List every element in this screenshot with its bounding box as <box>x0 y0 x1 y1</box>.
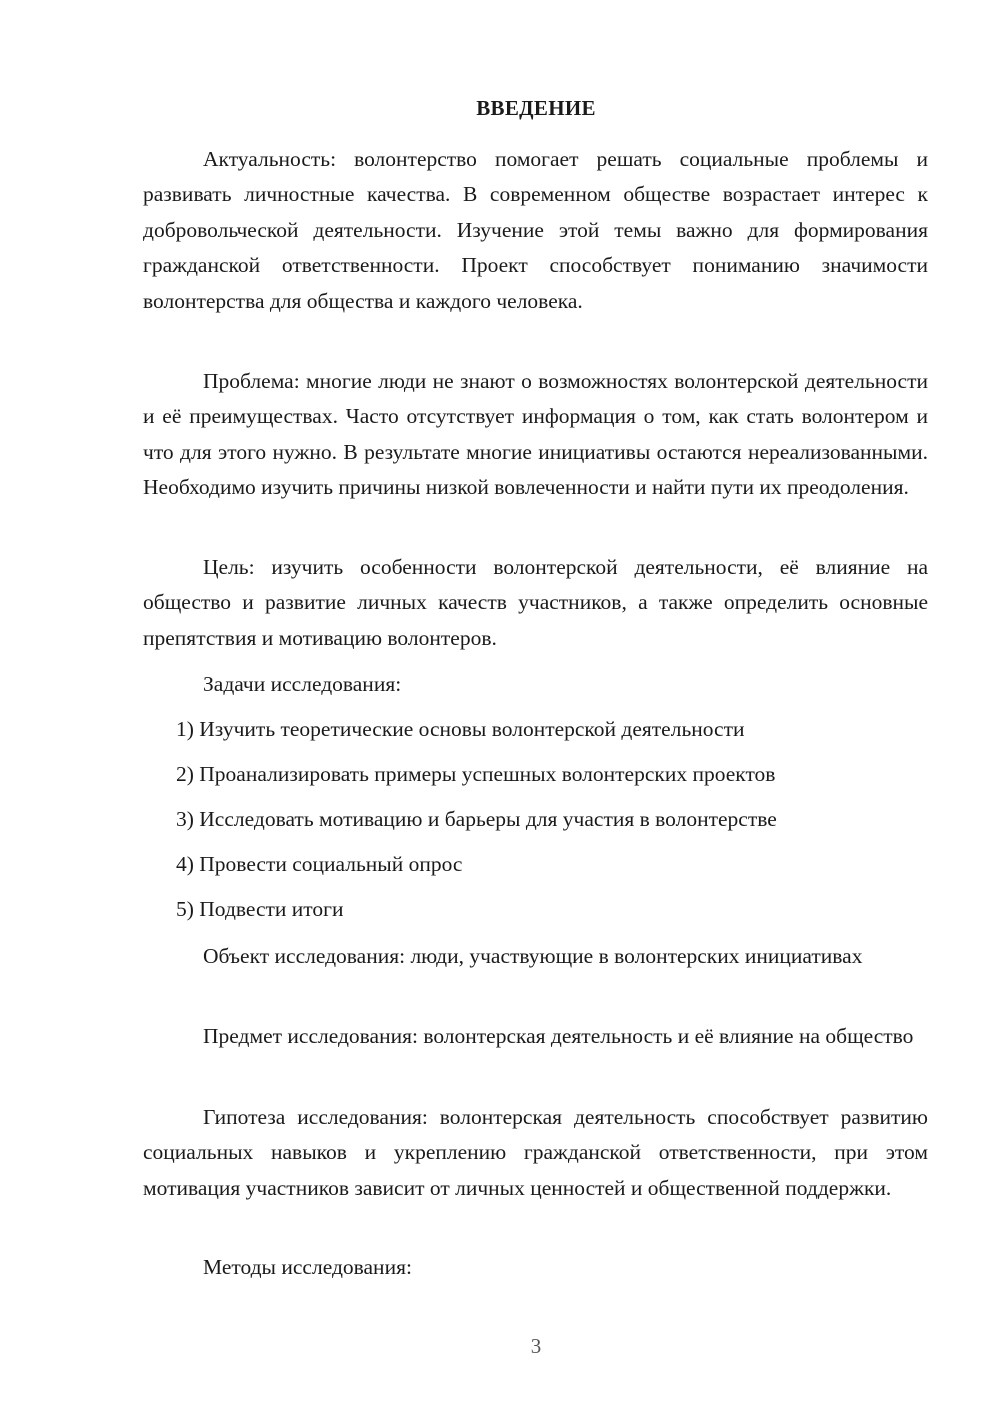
task-list-item-3 <box>143 802 928 837</box>
paragraph-problem <box>143 364 928 506</box>
task-list-item-2 <box>143 757 928 792</box>
task-list-item-4 <box>143 847 928 882</box>
methods-heading <box>143 1250 928 1285</box>
hypothesis-text: Гипотеза исследования: волонтерская деятельность способствует развитию социальных навыков и укреплению гражданской ответственности, при этом мотивация участников зависит от личных ценностей и общественной поддержки. <box>143 1105 928 1200</box>
task-list-item-5 <box>143 892 928 927</box>
paragraph-goal <box>143 550 928 656</box>
paragraph-subject <box>143 1019 928 1054</box>
goal-text: Цель: изучить особенности волонтерской деятельности, её влияние на общество и развитие личных качеств участников, а также определить основные препятствия и мотивацию волонтеров. <box>143 555 928 650</box>
tasks-heading-text: Задачи исследования: <box>203 672 402 696</box>
list-item: 1) Изучить теоретические основы волонтерской деятельности <box>176 717 745 741</box>
list-item: 4) Провести социальный опрос <box>176 852 463 876</box>
list-item: 2) Проанализировать примеры успешных волонтерских проектов <box>176 762 776 786</box>
list-item: 3) Исследовать мотивацию и барьеры для участия в волонтерстве <box>176 807 777 831</box>
object-text: Объект исследования: люди, участвующие в волонтерских инициативах <box>203 944 863 968</box>
list-item: 5) Подвести итоги <box>176 897 344 921</box>
page-title: ВВЕДЕНИЕ <box>476 96 596 120</box>
paragraph-hypothesis <box>143 1100 928 1206</box>
paragraph-object <box>143 939 928 974</box>
relevance-text: Актуальность: волонтерство помогает решать социальные проблемы и развивать личностные качества. В современном обществе возрастает интерес к добровольческой деятельности. Изучение этой темы важно для формирования гражданской ответственности. Проект способствует пониманию значимости волонтерства для общества и каждого человека. <box>143 147 928 313</box>
paragraph-relevance <box>143 142 928 319</box>
problem-text: Проблема: многие люди не знают о возможностях волонтерской деятельности и её преимуществах. Часто отсутствует информация о том, как стать волонтером и что для этого нужно. В результате многие инициативы остаются нереализованными. Необходимо изучить причины низкой вовлеченности и найти пути их преодоления. <box>143 369 928 500</box>
page-number: 3 <box>530 1334 542 1358</box>
subject-text: Предмет исследования: волонтерская деятельность и её влияние на общество <box>203 1024 914 1048</box>
methods-heading-text: Методы исследования: <box>203 1255 412 1279</box>
task-list-item-1 <box>143 712 928 747</box>
tasks-heading <box>143 667 928 702</box>
